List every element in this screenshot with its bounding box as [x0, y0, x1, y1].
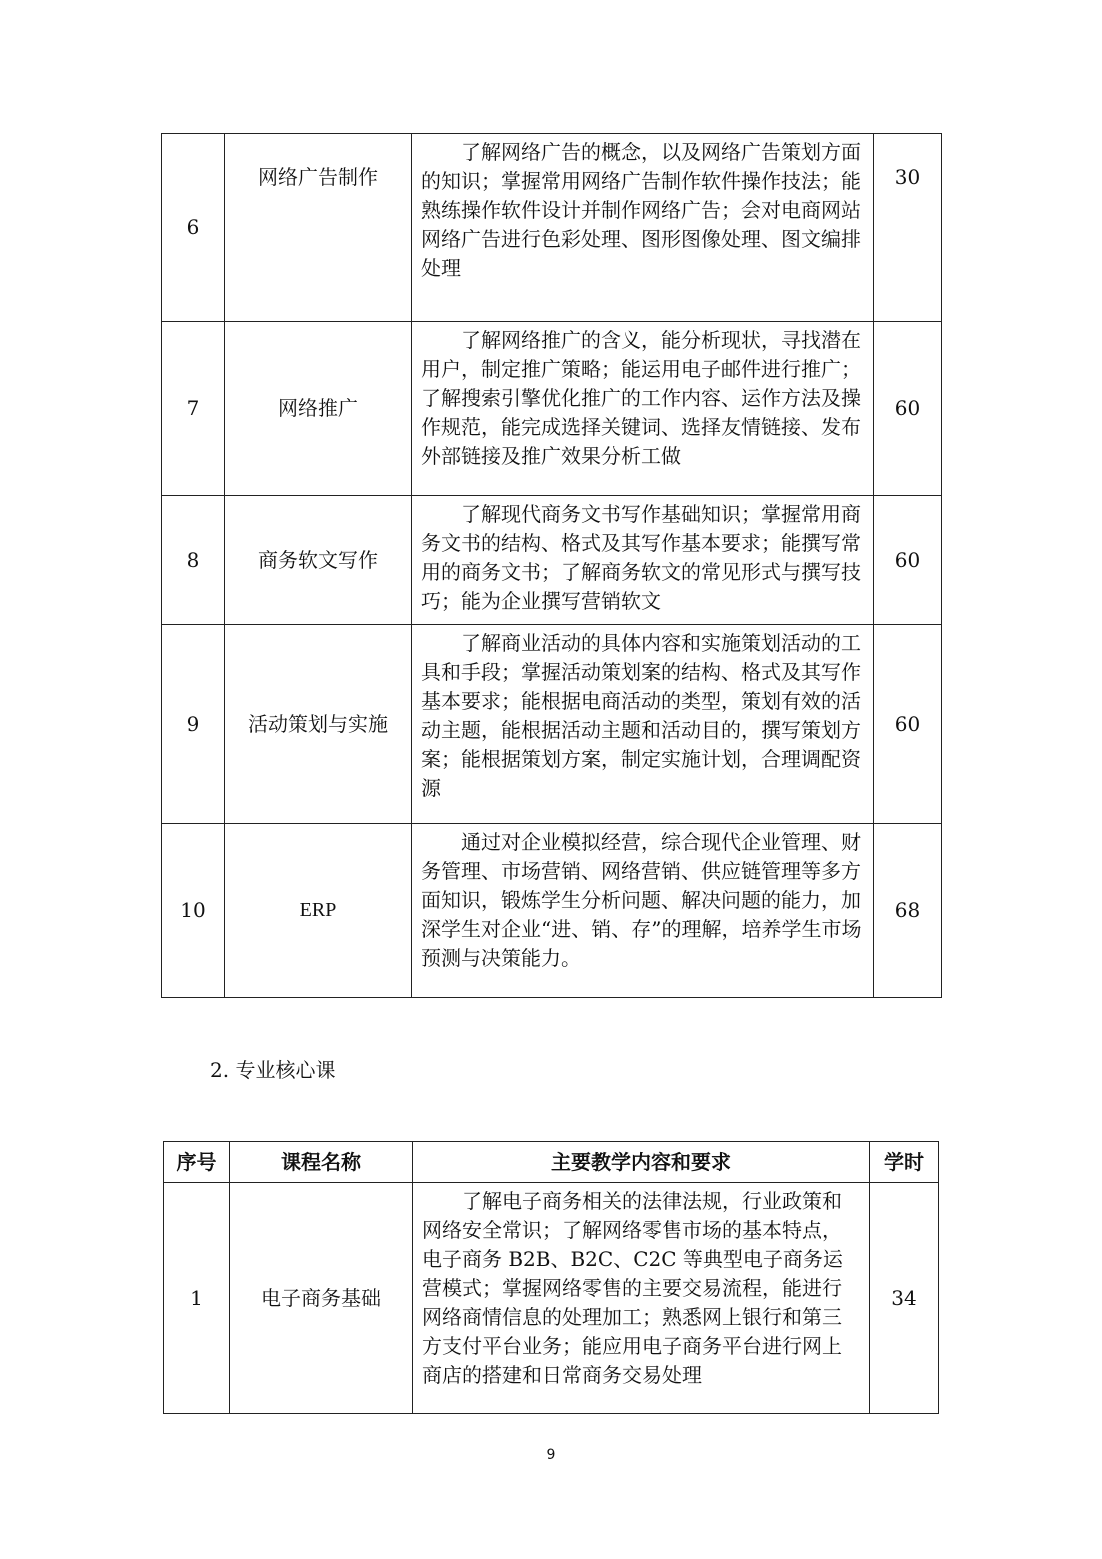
course-table-continued [161, 133, 942, 998]
table-header-row [164, 1142, 939, 1183]
course-hours: 60 [874, 322, 942, 496]
column-header-course-name: 课程名称 [230, 1142, 413, 1183]
course-description: 了解网络推广的含义，能分析现状，寻找潜在用户，制定推广策略；能运用电子邮件进行推广；了解搜索引擎优化推广的工作内容、运作方法及操作规范，能完成选择关键词、选择友情链接、发布外部链接及推广效果分析工做 [412, 322, 874, 496]
table-row [162, 824, 942, 998]
course-hours: 60 [874, 625, 942, 824]
course-description: 通过对企业模拟经营，综合现代企业管理、财务管理、市场营销、网络营销、供应链管理等多方面知识，锻炼学生分析问题、解决问题的能力，加深学生对企业“进、销、存”的理解，培养学生市场预测与决策能力。 [412, 824, 874, 998]
course-name: 商务软文写作 [225, 496, 412, 625]
course-description: 了解现代商务文书写作基础知识；掌握常用商务文书的结构、格式及其写作基本要求；能撰写常用的商务文书；了解商务软文的常见形式与撰写技巧；能为企业撰写营销软文 [412, 496, 874, 625]
core-course-table [163, 1141, 939, 1414]
table-row [162, 625, 942, 824]
column-header-hours: 学时 [870, 1142, 939, 1183]
course-hours: 30 [874, 134, 942, 322]
course-description: 了解电子商务相关的法律法规，行业政策和网络安全常识；了解网络零售市场的基本特点，电子商务 B2B、B2C、C2C 等典型电子商务运营模式；掌握网络零售的主要交易流程，能进行网络商情信息的处理加工；熟悉网上银行和第三方支付平台业务；能应用电子商务平台进行网上商店的搭建和日常商务交易处理 [413, 1183, 870, 1414]
course-hours: 68 [874, 824, 942, 998]
page-number: 9 [546, 1447, 556, 1463]
course-name: 网络推广 [225, 322, 412, 496]
table-row [162, 496, 942, 625]
row-number: 7 [162, 322, 225, 496]
table-row [164, 1183, 939, 1414]
table-row [162, 134, 942, 322]
course-name: 活动策划与实施 [225, 625, 412, 824]
row-number: 9 [162, 625, 225, 824]
course-name: 网络广告制作 [225, 134, 412, 322]
course-description: 了解商业活动的具体内容和实施策划活动的工具和手段；掌握活动策划案的结构、格式及其写作基本要求；能根据电商活动的类型，策划有效的活动主题，能根据活动主题和活动目的，撰写策划方案；能根据策划方案，制定实施计划，合理调配资源 [412, 625, 874, 824]
course-name: ERP [225, 824, 412, 998]
course-description: 了解网络广告的概念，以及网络广告策划方面的知识；掌握常用网络广告制作软件操作技法；能熟练操作软件设计并制作网络广告；会对电商网站网络广告进行色彩处理、图形图像处理、图文编排处理 [412, 134, 874, 322]
course-hours: 34 [870, 1183, 939, 1414]
row-number: 10 [162, 824, 225, 998]
row-number: 8 [162, 496, 225, 625]
row-number: 1 [164, 1183, 230, 1414]
table-row [162, 322, 942, 496]
row-number: 6 [162, 134, 225, 322]
course-name: 电子商务基础 [230, 1183, 413, 1414]
section-heading: 2. 专业核心课 [210, 1058, 336, 1082]
column-header-number: 序号 [164, 1142, 230, 1183]
course-hours: 60 [874, 496, 942, 625]
column-header-content: 主要教学内容和要求 [413, 1142, 870, 1183]
